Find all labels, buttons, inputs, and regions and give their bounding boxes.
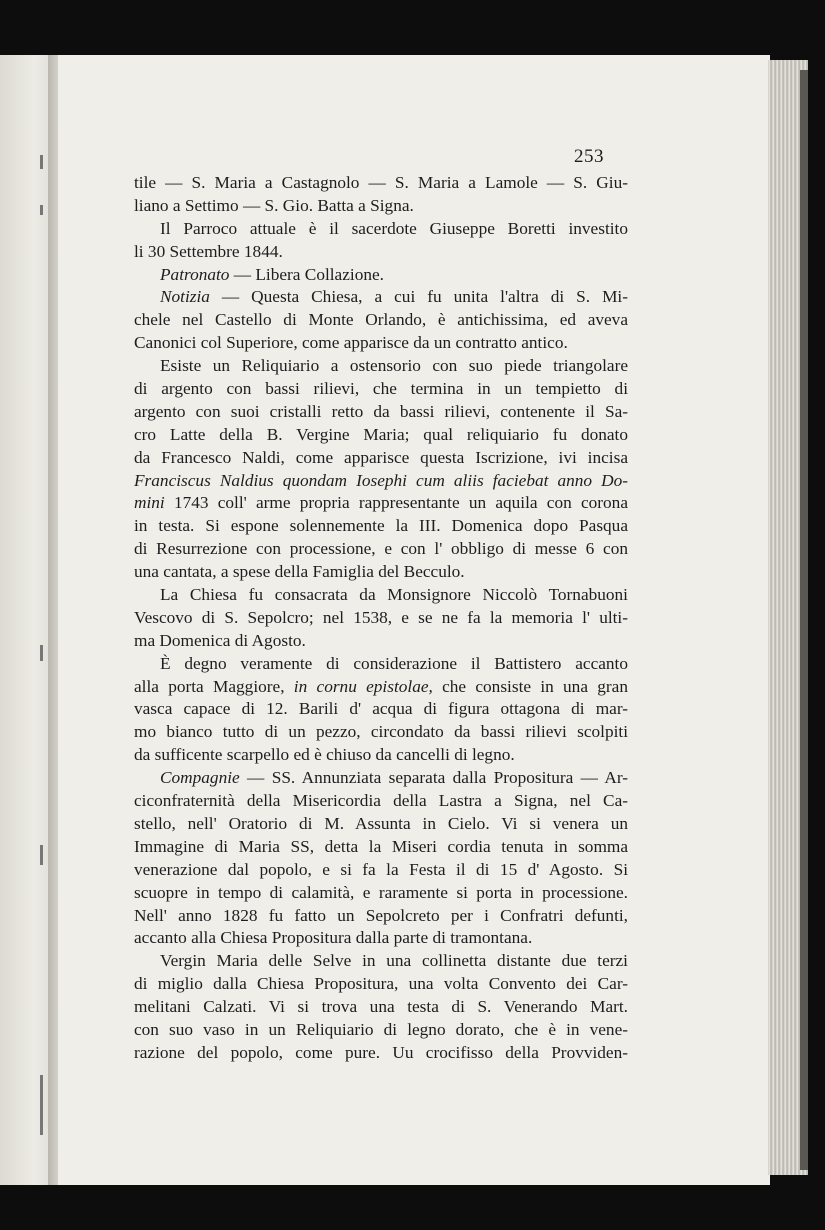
text-segment: chele nel Castello di Monte Orlando, è antichissima, ed aveva	[134, 310, 628, 330]
text-line	[134, 218, 628, 241]
text-segment: che consiste in una gran	[432, 676, 628, 696]
text-line	[134, 1042, 628, 1065]
text-line	[134, 927, 628, 950]
text-segment: da sufficente scarpello ed è chiuso da cancelli di legno.	[134, 745, 515, 765]
body-text	[134, 172, 628, 1065]
text-line	[134, 950, 628, 973]
text-line	[134, 973, 628, 996]
text-segment: di miglio dalla Chiesa Propositura, una volta Convento dei Car-	[134, 974, 628, 994]
text-line	[134, 882, 628, 905]
text-line	[134, 264, 628, 287]
text-segment: accanto alla Chiesa Propositura dalla parte di tramontana.	[134, 928, 533, 948]
text-line	[134, 492, 628, 515]
text-line	[134, 195, 628, 218]
text-segment: — SS. Annunziata separata dalla Propositura — Ar-	[239, 768, 628, 788]
text-segment: ma Domenica di Agosto.	[134, 630, 306, 650]
text-segment: 1743 coll' arme propria rappresentante un aquila con corona	[164, 493, 628, 513]
text-segment: vasca capace di 12. Barili d' acqua di figura ottagona di mar-	[134, 699, 628, 719]
text-segment: Il Parroco attuale è il sacerdote Giuseppe Boretti investito	[160, 218, 628, 238]
text-segment: con suo vaso in un Reliquiario di legno dorato, che è in vene-	[134, 1019, 628, 1039]
page-edge-shadow	[800, 70, 808, 1170]
text-line	[134, 355, 628, 378]
italic-lead: Compagnie	[160, 768, 240, 788]
text-line	[134, 561, 628, 584]
text-segment: mo bianco tutto di un pezzo, circondato da bassi rilievi scolpiti	[134, 722, 628, 742]
text-line	[134, 401, 628, 424]
text-line	[134, 1019, 628, 1042]
text-segment: Canonici col Superiore, come apparisce da un contratto antico.	[134, 333, 568, 353]
text-segment: scuopre in tempo di calamità, e raramente si porta in processione.	[134, 882, 628, 902]
text-line	[134, 767, 628, 790]
text-line	[134, 790, 628, 813]
text-segment: Nell' anno 1828 fu fatto un Sepolcreto per i Confratri defunti,	[134, 905, 628, 925]
text-line	[134, 859, 628, 882]
text-line	[134, 286, 628, 309]
text-segment: cro Latte della B. Vergine Maria; qual reliquiario fu donato	[134, 424, 628, 444]
text-line	[134, 905, 628, 928]
text-segment: La Chiesa fu consacrata da Monsignore Niccolò Tornabuoni	[160, 585, 628, 605]
page-number: 253	[574, 146, 604, 167]
text-segment: alla porta Maggiore,	[134, 676, 294, 696]
text-line	[134, 813, 628, 836]
text-line	[134, 470, 628, 493]
text-segment: Vergin Maria delle Selve in una collinetta distante due terzi	[160, 951, 628, 971]
text-segment: Vescovo di S. Sepolcro; nel 1538, e se ne fa la memoria l' ulti-	[134, 607, 628, 627]
text-line	[134, 172, 628, 195]
text-line	[134, 332, 628, 355]
text-line	[134, 584, 628, 607]
text-line	[134, 744, 628, 767]
text-segment: razione del popolo, come pure. Uu crocifisso della Provviden-	[134, 1042, 628, 1062]
text-segment: Immagine di Maria SS, detta la Miseri cordia tenuta in somma	[134, 836, 628, 856]
text-line	[134, 447, 628, 470]
text-line	[134, 698, 628, 721]
italic-lead: Notizia	[160, 287, 210, 307]
text-segment: — Questa Chiesa, a cui fu unita l'altra di S. Mi-	[209, 287, 628, 307]
text-line	[134, 378, 628, 401]
text-line	[134, 721, 628, 744]
text-segment: di Resurrezione con processione, e con l' obbligo di messe 6 con	[134, 539, 628, 559]
text-segment: È degno veramente di considerazione il Battistero accanto	[160, 653, 628, 673]
italic-text: Franciscus Naldius quondam Iosephi cum aliis faciebat anno Do-	[134, 470, 628, 490]
text-line	[134, 630, 628, 653]
text-segment: li 30 Settembre 1844.	[134, 241, 283, 261]
text-line	[134, 538, 628, 561]
text-line	[134, 241, 628, 264]
text-line	[134, 607, 628, 630]
facing-page	[0, 55, 50, 1185]
text-line	[134, 676, 628, 699]
text-line	[134, 653, 628, 676]
text-segment: da Francesco Naldi, come apparisce questa Iscrizione, ivi incisa	[134, 447, 628, 467]
italic-lead: Patronato	[160, 264, 230, 284]
text-segment: argento con suoi cristalli retto da bassi rilievi, contenente il Sa-	[134, 401, 628, 421]
text-segment: — Libera Collazione.	[229, 264, 384, 284]
text-segment: ciconfraternità della Misericordia della Lastra a Signa, nel Ca-	[134, 791, 628, 811]
text-line	[134, 424, 628, 447]
text-segment: liano a Settimo — S. Gio. Batta a Signa.	[134, 195, 414, 215]
text-segment: venerazione dal popolo, e si fa la Festa il di 15 d' Agosto. Si	[134, 859, 628, 879]
text-segment: tile — S. Maria a Castagnolo — S. Maria a Lamole — S. Giu-	[134, 173, 628, 192]
italic-text: in cornu epistolae,	[293, 676, 433, 696]
text-line	[134, 996, 628, 1019]
text-line	[134, 309, 628, 332]
text-segment: stello, nell' Oratorio di M. Assunta in Cielo. Vi si venera un	[134, 813, 628, 833]
text-segment: una cantata, a spese della Famiglia del Becculo.	[134, 562, 465, 582]
text-line	[134, 836, 628, 859]
text-segment: di argento con bassi rilievi, che termina in un tempietto di	[134, 379, 628, 399]
text-line	[134, 515, 628, 538]
text-segment: in testa. Si espone solennemente la III. Domenica dopo Pasqua	[134, 516, 628, 536]
facing-page-marks	[40, 145, 48, 1145]
italic-lead: mini	[134, 493, 165, 513]
text-segment: melitani Calzati. Vi si trova una testa di S. Venerando Mart.	[134, 997, 628, 1017]
text-segment: Esiste un Reliquiario a ostensorio con suo piede triangolare	[160, 356, 628, 376]
